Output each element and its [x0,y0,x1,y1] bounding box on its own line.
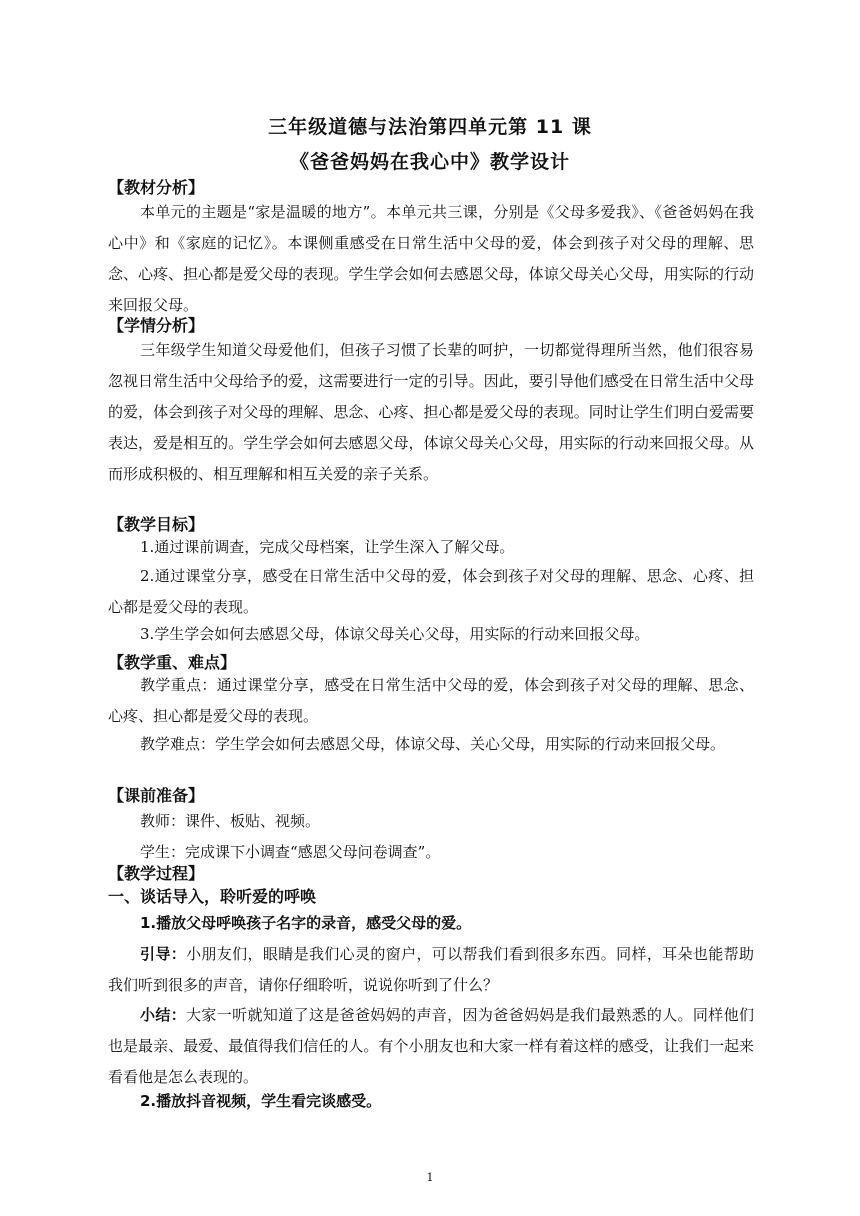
section-heading-goals: 【教学目标】 [108,515,205,534]
guide-text: 小朋友们，眼睛是我们心灵的窗户，可以帮我们看到很多东西。同样，耳朵也能帮助我们听到很多的声音，请你仔细聆听，说说你听到了什么？ [108,945,754,994]
process-step2-heading: 2.播放抖音视频，学生看完谈感受。 [140,1092,382,1110]
summary-text: 大家一听就知道了这是爸爸妈妈的声音，因为爸爸妈妈是我们最熟悉的人。同样他们也是最亲、最爱、最值得我们信任的人。有个小朋友也和大家一样有着这样的感受，让我们一起来看看他是怎么表现的。 [108,1006,754,1086]
key-point-paragraph: 教学重点：通过课堂分享，感受在日常生活中父母的爱，体会到孩子对父母的理解、思念、心疼、担心都是爱父母的表现。 [108,676,754,725]
section-heading-materials: 【教材分析】 [108,178,205,197]
document-title-line1: 三年级道德与法治第四单元第 11 课 [268,116,592,138]
materials-paragraph: 本单元的主题是“家是温暖的地方”。本单元共三课，分别是《父母多爱我》、《爸爸妈妈在我心中》和《家庭的记忆》。本课侧重感受在日常生活中父母的爱，体会到孩子对父母的理解、思念、心疼、担心都是爱父母的表现。学生学会如何去感恩父母，体谅父母关心父母，用实际的行动来回报父母。 [108,203,754,314]
prep-student: 学生：完成课下小调查“感恩父母问卷调查”。 [140,843,441,861]
guide-label: 引导： [140,945,187,963]
goal-item-2: 2.通过课堂分享，感受在日常生活中父母的爱，体会到孩子对父母的理解、思念、心疼、担心都是爱父母的表现。 [108,567,754,616]
goal-item-1: 1.通过课前调查，完成父母档案，让学生深入了解父母。 [140,538,515,556]
section-heading-keypoints: 【教学重、难点】 [108,653,237,672]
section-heading-learners: 【学情分析】 [108,316,205,335]
document-title-line2: 《爸爸妈妈在我心中》教学设计 [289,151,570,173]
summary-label: 小结： [140,1006,187,1024]
page-number: 1 [426,1171,434,1184]
section-heading-prep: 【课前准备】 [108,786,205,805]
process-part1-heading: 一、谈话导入，聆听爱的呼唤 [108,887,317,906]
prep-teacher: 教师：课件、板贴、视频。 [140,812,321,830]
section-heading-process: 【教学过程】 [108,864,205,883]
summary-paragraph [108,1000,754,1093]
goal-item-3: 3.学生学会如何去感恩父母，体谅父母关心父母，用实际的行动来回报父母。 [140,625,650,643]
learners-paragraph: 三年级学生知道父母爱他们，但孩子习惯了长辈的呵护，一切都觉得理所当然，他们很容易忽视日常生活中父母给予的爱，这需要进行一定的引导。因此，要引导他们感受在日常生活中父母的爱，体会到孩子对父母的理解、思念、心疼、担心都是爱父母的表现。同时让学生们明白爱需要表达，爱是相互的。学生学会如何去感恩父母，体谅父母关心父母，用实际的行动来回报父母。从而形成积极的、相互理解和相互关爱的亲子关系。 [108,341,754,483]
difficult-point-paragraph: 教学难点：学生学会如何去感恩父母，体谅父母、关心父母，用实际的行动来回报父母。 [140,735,726,753]
guide-paragraph [108,939,754,1001]
process-step1-heading: 1.播放父母呼唤孩子名字的录音，感受父母的爱。 [140,914,472,932]
